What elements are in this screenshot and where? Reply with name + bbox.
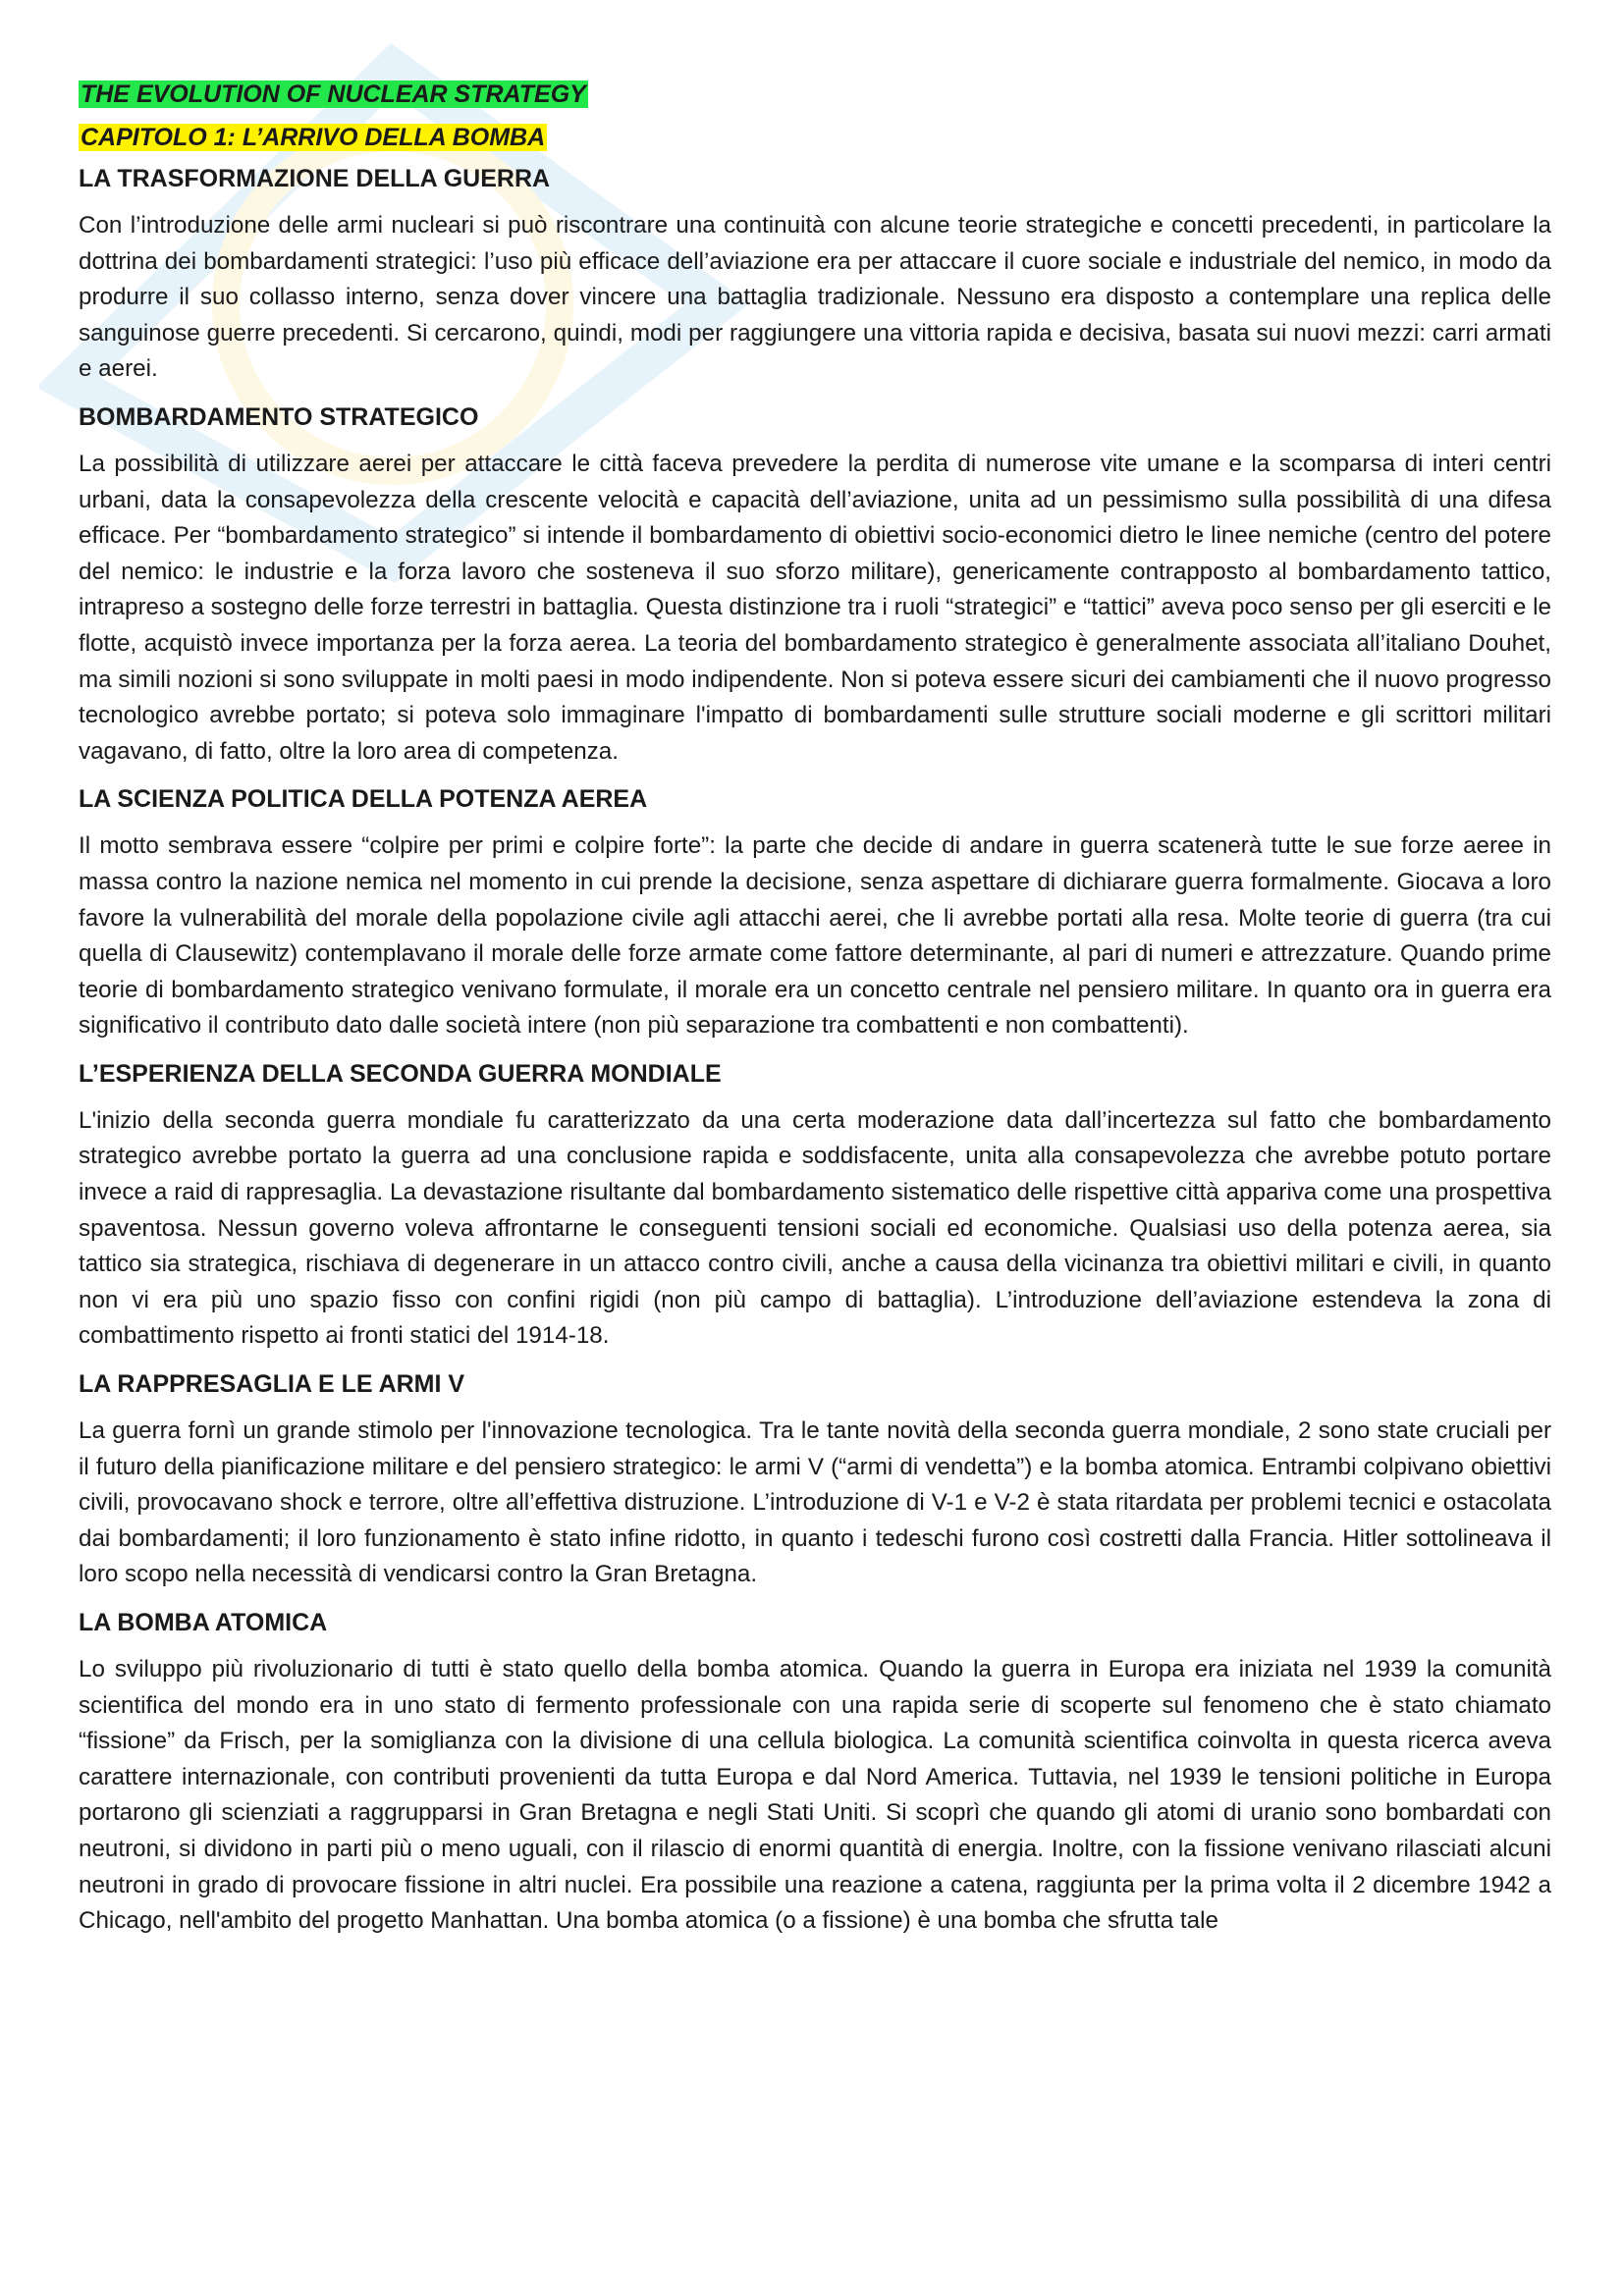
- section-paragraph: La guerra fornì un grande stimolo per l'innovazione tecnologica. Tra le tante novità della seconda guerra mondiale, 2 sono state cruciali per il futuro della pianificazione militare e del pensiero strategico: le armi V (“armi di vendetta”) e la bomba atomica. Entrambi colpivano obiettivi civili, provocavano shock e terrore, oltre all’effettiva distruzione. L’introduzione di V-1 e V-2 è stata ritardata per problemi tecnici e ostacolata dai bombardamenti; il loro funzionamento è stato infine ridotto, in quanto i tedeschi furono così costretti dalla Francia. Hitler sottolineava il loro scopo nella necessità di vendicarsi contro la Gran Bretagna.: [79, 1417, 1551, 1588]
- document-page: [79, 77, 1551, 1953]
- chapter-title: [79, 120, 1551, 155]
- section-heading: BOMBARDAMENTO STRATEGICO: [79, 402, 479, 431]
- section-heading: LA RAPPRESAGLIA E LE ARMI V: [79, 1370, 465, 1399]
- section-heading: LA SCIENZA POLITICA DELLA POTENZA AEREA: [79, 785, 648, 814]
- document-title-text: THE EVOLUTION OF NUCLEAR STRATEGY: [81, 80, 586, 108]
- section-heading: LA BOMBA ATOMICA: [79, 1609, 328, 1636]
- section-heading: LA TRASFORMAZIONE DELLA GUERRA: [79, 165, 551, 192]
- section-paragraph: Con l’introduzione delle armi nucleari si può riscontrare una continuità con alcune teorie strategiche e concetti precedenti, in particolare la dottrina dei bombardamenti strategici: l’uso più efficace dell’aviazione era per attaccare il cuore sociale e industriale del nemico, in modo da produrre il suo collasso interno, senza dover vincere una battaglia tradizionale. Nessuno era disposto a contemplare una replica delle sanguinose guerre precedenti. Si cercarono, quindi, modi per raggiungere una vittoria rapida e decisiva, basata sui nuovi mezzi: carri armati e aerei.: [79, 212, 1551, 383]
- section-heading: L’ESPERIENZA DELLA SECONDA GUERRA MONDIALE: [79, 1059, 722, 1088]
- section-paragraph: Il motto sembrava essere “colpire per primi e colpire forte”: la parte che decide di andare in guerra scatenerà tutte le sue forze aeree in massa contro la nazione nemica nel momento in cui prende la decisione, senza aspettare di dichiarare guerra formalmente. Giocava a loro favore la vulnerabilità del morale della popolazione civile agli attacchi aerei, che li avrebbe portati alla resa. Molte teorie di guerra (tra cui quella di Clausewitz) contemplavano il morale delle forze armate come fattore determinante, al pari di numeri e attrezzature. Quando prime teorie di bombardamento strategico venivano formulate, il morale era un concetto centrale nel pensiero militare. In quanto ora in guerra era significativo il contributo dato dalle società intere (non più separazione tra combattenti e non combattenti).: [79, 832, 1551, 1040]
- document-title: [79, 77, 1551, 112]
- section-paragraph: L'inizio della seconda guerra mondiale fu caratterizzato da una certa moderazione data dall’incertezza sul fatto che bombardamento strategico avrebbe portato la guerra ad una conclusione rapida e soddisfacente, unita alla consapevolezza che avrebbe potuto portare invece a raid di rappresaglia. La devastazione risultante dal bombardamento sistematico delle rispettive città appariva come una prospettiva spaventosa. Nessun governo voleva affrontarne le conseguenti tensioni sociali ed economiche. Qualsiasi uso della potenza aerea, sia tattico sia strategica, rischiava di degenerare in un attacco contro civili, anche a causa della vicinanza tra obiettivi militari e civili, in quanto non vi era più uno spazio fisso con confini rigidi (non più campo di battaglia). L’introduzione dell’aviazione estendeva la zona di combattimento rispetto ai fronti statici del 1914-18.: [79, 1106, 1551, 1350]
- section-paragraph: La possibilità di utilizzare aerei per attaccare le città faceva prevedere la perdita di numerose vite umane e la scomparsa di interi centri urbani, data la consapevolezza della crescente velocità e capacità dell’aviazione, unita ad un pessimismo sulla possibilità di una difesa efficace. Per “bombardamento strategico” si intende il bombardamento di obiettivi socio-economici dietro le linee nemiche (centro del potere del nemico: le industrie e la forza lavoro che sosteneva il suo sforzo militare), genericamente contrapposto al bombardamento tattico, intrapreso a sostegno delle forze terrestri in battaglia. Questa distinzione tra i ruoli “strategici” e “tattici” aveva poco senso per gli eserciti e le flotte, acquistò invece importanza per la forza aerea. La teoria del bombardamento strategico è generalmente associata all’italiano Douhet, ma simili nozioni si sono sviluppate in molti paesi in modo indipendente. Non si poteva essere sicuri dei cambiamenti che il nuovo progresso tecnologico avrebbe portato; si poteva solo immaginare l'impatto di bombardamenti sulle strutture sociali moderne e gli scrittori militari vagavano, di fatto, oltre la loro area di competenza.: [79, 450, 1551, 765]
- section-paragraph: Lo sviluppo più rivoluzionario di tutti è stato quello della bomba atomica. Quando la guerra in Europa era iniziata nel 1939 la comunità scientifica del mondo era in uno stato di fermento professionale con una rapida serie di scoperte sul fenomeno che è stato chiamato “fissione” da Frisch, per la somiglianza con la divisione di una cellula biologica. La comunità scientifica coinvolta in questa ricerca aveva carattere internazionale, con contributi provenienti da tutta Europa e dal Nord America. Tuttavia, nel 1939 le tensioni politiche in Europa portarono gli scienziati a raggrupparsi in Gran Bretagna e negli Stati Uniti. Si scoprì che quando gli atomi di uranio sono bombardati con neutroni, si dividono in parti più o meno uguali, con il rilascio di enormi quantità di energia. Inoltre, con la fissione venivano rilasciati alcuni neutroni in grado di provocare fissione in altri nuclei. Era possibile una reazione a catena, raggiunta per la prima volta il 2 dicembre 1942 a Chicago, nell'ambito del progetto Manhattan. Una bomba atomica (o a fissione) è una bomba che sfrutta tale: [79, 1656, 1551, 1935]
- chapter-title-text: CAPITOLO 1: L’ARRIVO DELLA BOMBA: [81, 124, 546, 151]
